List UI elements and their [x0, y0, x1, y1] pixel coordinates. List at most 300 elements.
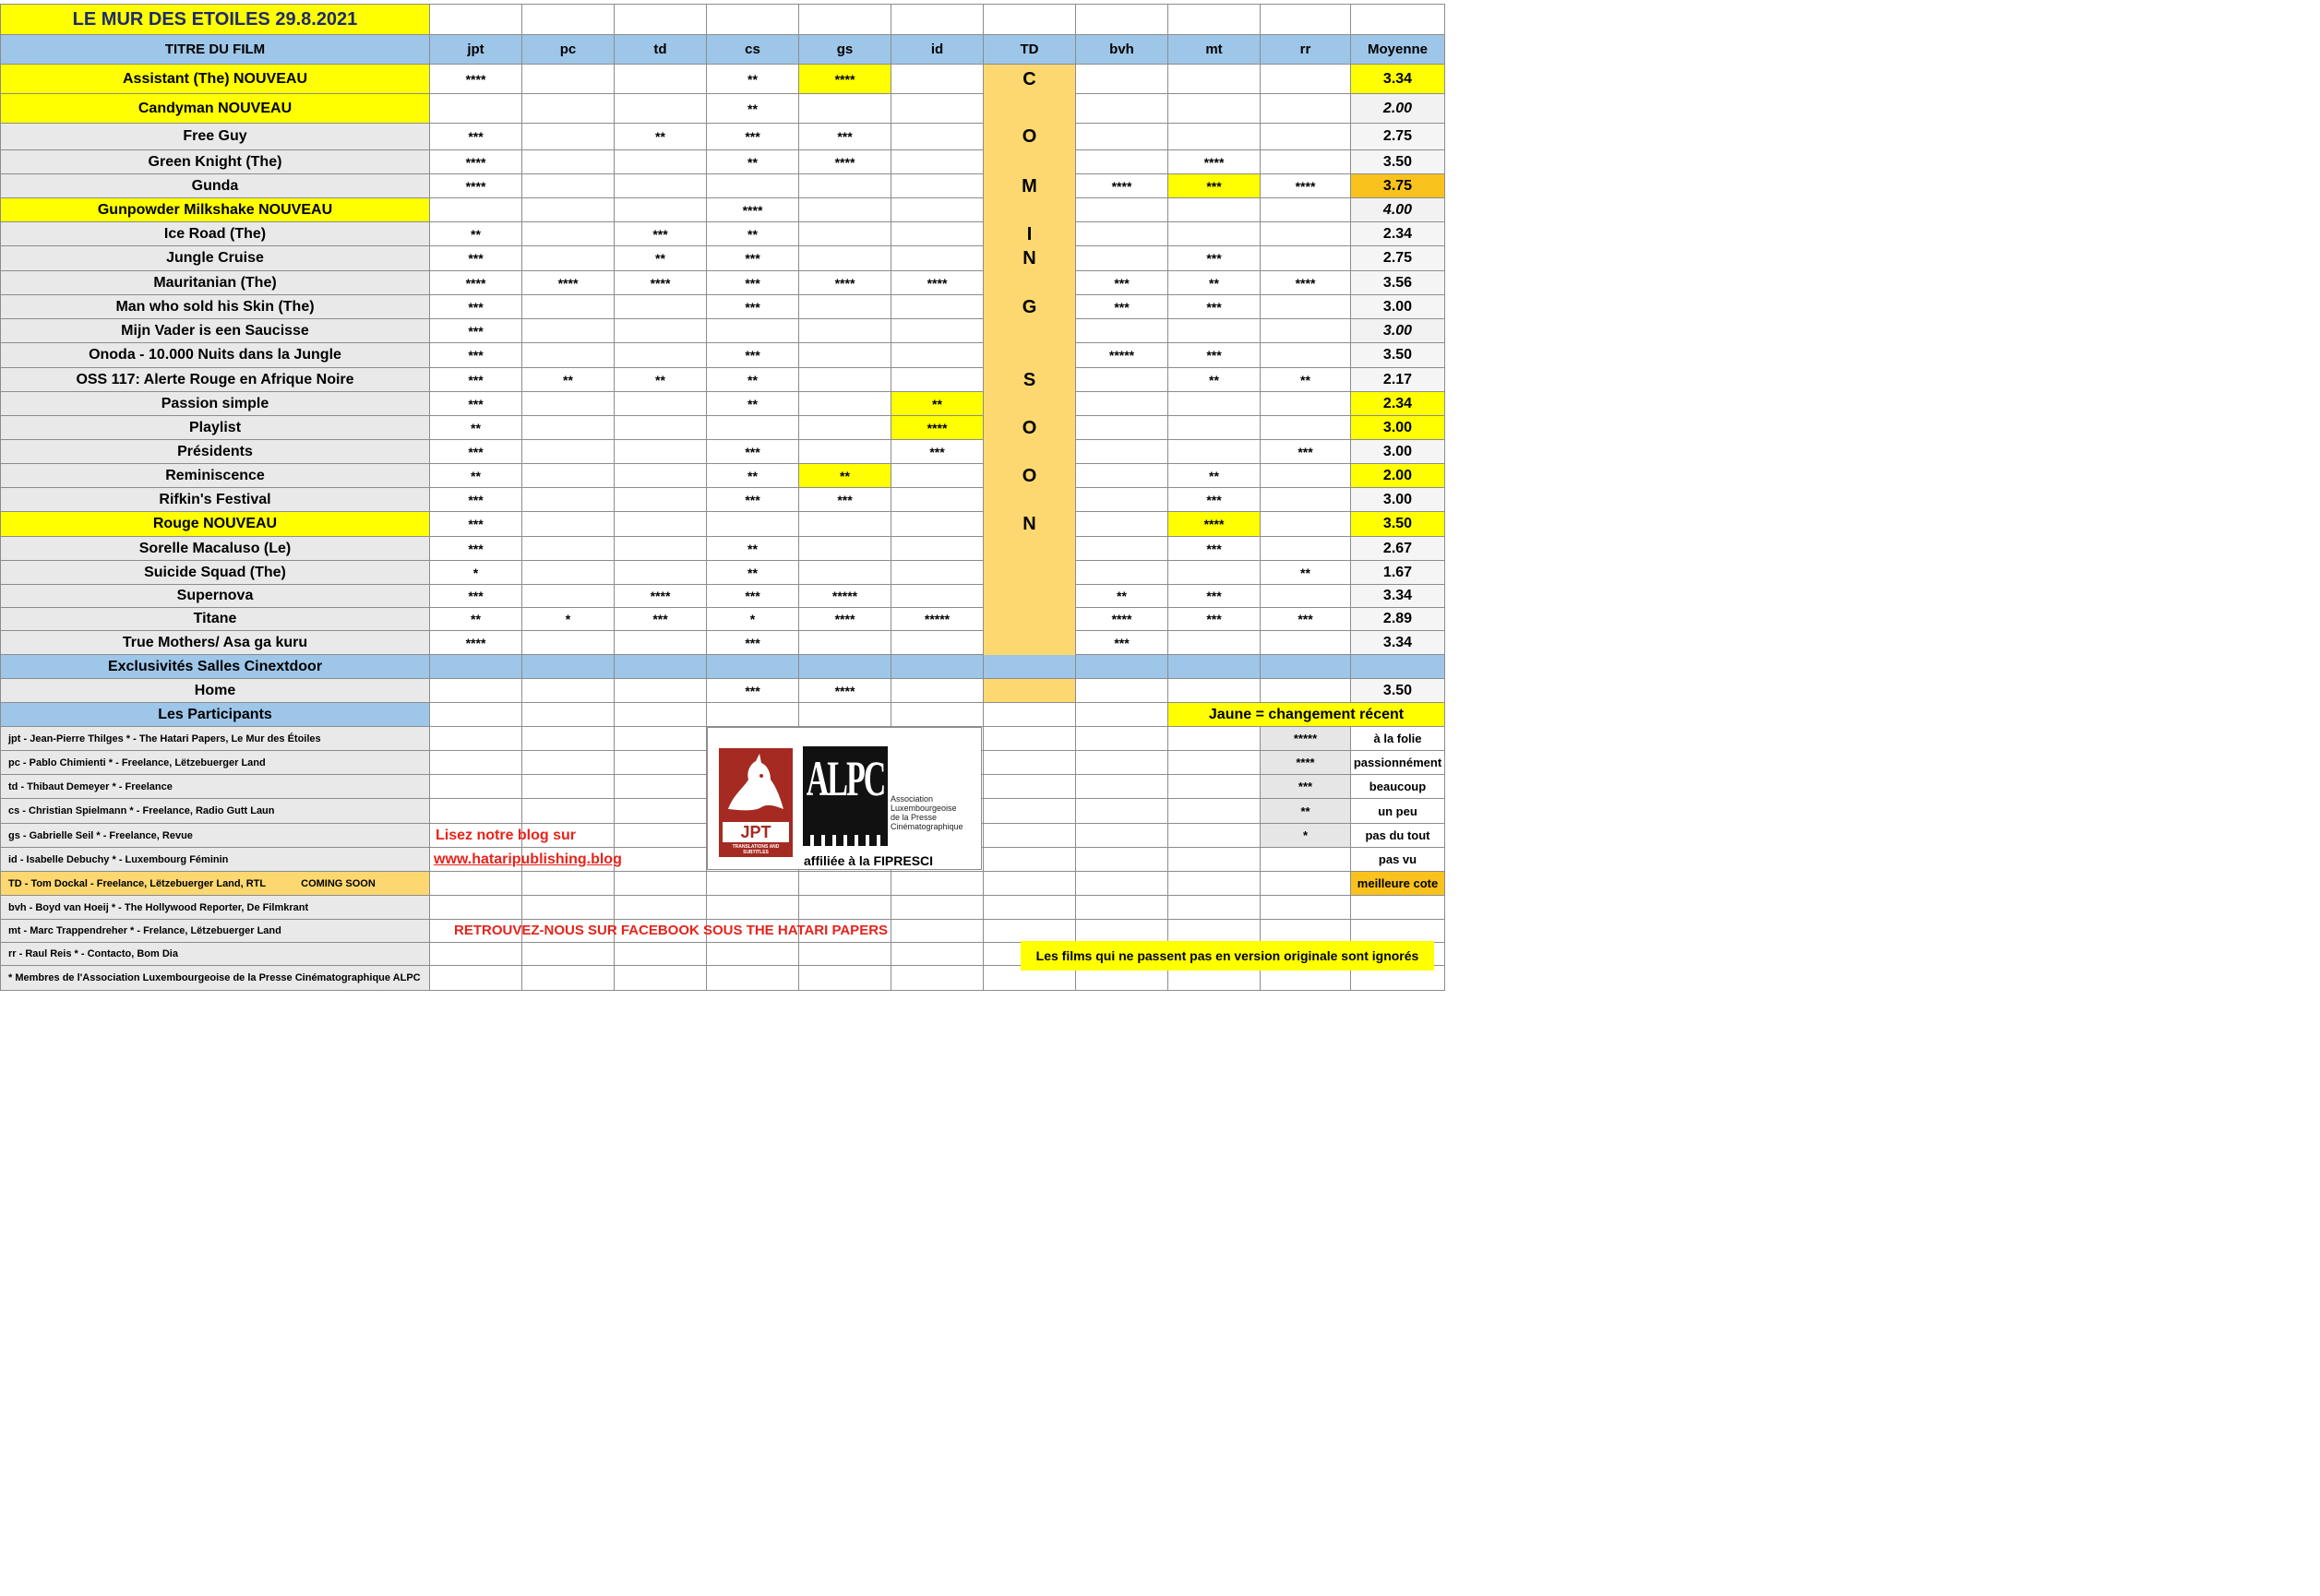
rating-cell[interactable]: [1261, 416, 1351, 440]
average-score[interactable]: 3.00: [1351, 319, 1445, 343]
rating-cell[interactable]: [615, 416, 707, 440]
rating-cell[interactable]: ***: [1168, 246, 1261, 271]
rating-cell[interactable]: [891, 174, 984, 198]
rating-cell[interactable]: **: [615, 368, 707, 392]
average-score[interactable]: 3.50: [1351, 512, 1445, 537]
rating-cell[interactable]: ***: [1168, 343, 1261, 368]
film-title[interactable]: Rifkin's Festival: [0, 488, 430, 512]
rating-cell[interactable]: **: [707, 464, 799, 488]
rating-cell[interactable]: [522, 150, 615, 174]
empty-cell[interactable]: [430, 4, 522, 35]
rating-cell[interactable]: ****: [891, 416, 984, 440]
film-title[interactable]: Playlist: [0, 416, 430, 440]
td-column-cell[interactable]: N: [984, 246, 1076, 271]
empty-cell[interactable]: [984, 799, 1076, 824]
rating-cell[interactable]: [615, 94, 707, 124]
participant-entry[interactable]: cs - Christian Spielmann * - Freelance, Radio Gutt Laun: [0, 799, 430, 824]
td-column-cell[interactable]: [984, 94, 1076, 124]
rating-cell[interactable]: [1261, 392, 1351, 416]
empty-cell[interactable]: [799, 703, 891, 727]
film-title[interactable]: Titane: [0, 608, 430, 631]
td-column-cell[interactable]: [984, 392, 1076, 416]
film-title[interactable]: Home: [0, 679, 430, 703]
empty-cell[interactable]: [1168, 872, 1261, 896]
empty-cell[interactable]: [430, 751, 522, 775]
rating-cell[interactable]: [522, 585, 615, 608]
exclusives-header-cell[interactable]: [522, 655, 615, 679]
film-title[interactable]: Mauritanian (The): [0, 271, 430, 295]
average-score[interactable]: 2.89: [1351, 608, 1445, 631]
rating-cell[interactable]: ****: [799, 608, 891, 631]
average-score[interactable]: 2.17: [1351, 368, 1445, 392]
blog-link[interactable]: www.hataripublishing.blog: [434, 852, 622, 867]
empty-cell[interactable]: [1076, 896, 1168, 920]
rating-cell[interactable]: *: [707, 608, 799, 631]
td-column-cell[interactable]: [984, 679, 1076, 703]
critic-header-pc[interactable]: pc: [522, 35, 615, 65]
legend-label[interactable]: pas vu: [1351, 848, 1445, 872]
rating-cell[interactable]: ****: [799, 150, 891, 174]
empty-cell[interactable]: [984, 775, 1076, 799]
rating-cell[interactable]: ****: [1076, 174, 1168, 198]
td-column-cell[interactable]: [984, 319, 1076, 343]
page-title[interactable]: LE MUR DES ETOILES 29.8.2021: [0, 4, 430, 35]
rating-cell[interactable]: [1076, 537, 1168, 561]
rating-cell[interactable]: [522, 65, 615, 94]
rating-cell[interactable]: [1076, 198, 1168, 222]
rating-cell[interactable]: **: [430, 222, 522, 246]
rating-cell[interactable]: [799, 246, 891, 271]
rating-cell[interactable]: **: [1168, 368, 1261, 392]
rating-cell[interactable]: [1076, 679, 1168, 703]
rating-cell[interactable]: [615, 679, 707, 703]
rating-cell[interactable]: ****: [430, 65, 522, 94]
film-title[interactable]: Candyman NOUVEAU: [0, 94, 430, 124]
empty-cell[interactable]: [430, 727, 522, 751]
rating-cell[interactable]: **: [707, 392, 799, 416]
rating-cell[interactable]: [799, 174, 891, 198]
rating-cell[interactable]: ***: [1261, 608, 1351, 631]
td-column-cell[interactable]: G: [984, 295, 1076, 319]
rating-cell[interactable]: [1076, 246, 1168, 271]
average-score[interactable]: 2.75: [1351, 124, 1445, 150]
rating-cell[interactable]: ***: [430, 512, 522, 537]
legend-stars[interactable]: **: [1261, 799, 1351, 824]
critic-header-rr[interactable]: rr: [1261, 35, 1351, 65]
rating-cell[interactable]: ***: [891, 440, 984, 464]
average-score[interactable]: 3.50: [1351, 343, 1445, 368]
rating-cell[interactable]: [615, 198, 707, 222]
average-score[interactable]: 3.75: [1351, 174, 1445, 198]
average-score[interactable]: 4.00: [1351, 198, 1445, 222]
empty-cell[interactable]: [984, 4, 1076, 35]
td-column-cell[interactable]: [984, 488, 1076, 512]
rating-cell[interactable]: [522, 561, 615, 585]
empty-cell[interactable]: [430, 799, 522, 824]
empty-cell[interactable]: [1076, 4, 1168, 35]
rating-cell[interactable]: ***: [707, 679, 799, 703]
rating-cell[interactable]: ****: [430, 150, 522, 174]
empty-cell[interactable]: [430, 775, 522, 799]
rating-cell[interactable]: ****: [430, 174, 522, 198]
empty-cell[interactable]: [891, 872, 984, 896]
empty-cell[interactable]: [1168, 799, 1261, 824]
film-title[interactable]: Suicide Squad (The): [0, 561, 430, 585]
rating-cell[interactable]: [1076, 464, 1168, 488]
empty-cell[interactable]: [707, 703, 799, 727]
rating-cell[interactable]: [1076, 150, 1168, 174]
rating-cell[interactable]: **: [615, 124, 707, 150]
rating-cell[interactable]: ***: [707, 295, 799, 319]
empty-cell[interactable]: [707, 896, 799, 920]
film-title[interactable]: Supernova: [0, 585, 430, 608]
rating-cell[interactable]: [891, 585, 984, 608]
rating-cell[interactable]: [522, 679, 615, 703]
empty-cell[interactable]: [615, 727, 707, 751]
rating-cell[interactable]: ***: [1076, 271, 1168, 295]
rating-cell[interactable]: [1261, 631, 1351, 655]
rating-cell[interactable]: ***: [799, 488, 891, 512]
td-column-cell[interactable]: N: [984, 512, 1076, 537]
participant-entry[interactable]: TD - Tom Dockal - Freelance, Lëtzebuerger Land, RTL COMING SOON: [0, 872, 430, 896]
empty-cell[interactable]: [984, 751, 1076, 775]
empty-cell[interactable]: [891, 896, 984, 920]
average-score[interactable]: 2.67: [1351, 537, 1445, 561]
participants-header[interactable]: Les Participants: [0, 703, 430, 727]
rating-cell[interactable]: **: [522, 368, 615, 392]
rating-cell[interactable]: [1076, 368, 1168, 392]
rating-cell[interactable]: [1261, 319, 1351, 343]
legend-label[interactable]: pas du tout: [1351, 824, 1445, 848]
rating-cell[interactable]: [1168, 631, 1261, 655]
rating-cell[interactable]: [1168, 319, 1261, 343]
exclusives-header-cell[interactable]: [1261, 655, 1351, 679]
td-column-cell[interactable]: [984, 440, 1076, 464]
rating-cell[interactable]: ***: [1261, 440, 1351, 464]
rating-cell[interactable]: [1261, 150, 1351, 174]
rating-cell[interactable]: ****: [1168, 512, 1261, 537]
empty-cell[interactable]: [1168, 848, 1261, 872]
rating-cell[interactable]: [1168, 222, 1261, 246]
participant-entry[interactable]: jpt - Jean-Pierre Thilges * - The Hatari Papers, Le Mur des Étoiles: [0, 727, 430, 751]
rating-cell[interactable]: **: [1261, 368, 1351, 392]
rating-cell[interactable]: [522, 94, 615, 124]
rating-cell[interactable]: ****: [799, 679, 891, 703]
empty-cell[interactable]: [430, 703, 522, 727]
empty-cell[interactable]: [615, 824, 707, 848]
film-title[interactable]: Assistant (The) NOUVEAU: [0, 65, 430, 94]
rating-cell[interactable]: *****: [799, 585, 891, 608]
rating-cell[interactable]: [1261, 295, 1351, 319]
rating-cell[interactable]: [522, 295, 615, 319]
rating-cell[interactable]: ****: [799, 271, 891, 295]
rating-cell[interactable]: [522, 537, 615, 561]
film-title[interactable]: Présidents: [0, 440, 430, 464]
rating-cell[interactable]: *****: [1076, 343, 1168, 368]
film-title[interactable]: Reminiscence: [0, 464, 430, 488]
rating-cell[interactable]: **: [891, 392, 984, 416]
average-score[interactable]: 2.34: [1351, 392, 1445, 416]
exclusives-header-cell[interactable]: [891, 655, 984, 679]
critic-header-id[interactable]: id: [891, 35, 984, 65]
rating-cell[interactable]: ***: [707, 440, 799, 464]
empty-cell[interactable]: [1261, 920, 1351, 943]
average-score[interactable]: 3.34: [1351, 65, 1445, 94]
rating-cell[interactable]: [522, 488, 615, 512]
td-column-cell[interactable]: C: [984, 65, 1076, 94]
rating-cell[interactable]: ***: [707, 124, 799, 150]
legend-label[interactable]: à la folie: [1351, 727, 1445, 751]
empty-cell[interactable]: [891, 943, 984, 966]
td-column-cell[interactable]: O: [984, 416, 1076, 440]
rating-cell[interactable]: ***: [430, 585, 522, 608]
empty-cell[interactable]: [1261, 4, 1351, 35]
film-title[interactable]: Gunpowder Milkshake NOUVEAU: [0, 198, 430, 222]
rating-cell[interactable]: ***: [1168, 295, 1261, 319]
rating-cell[interactable]: [1168, 416, 1261, 440]
rating-cell[interactable]: ***: [430, 124, 522, 150]
rating-cell[interactable]: [1168, 561, 1261, 585]
empty-cell[interactable]: [1261, 896, 1351, 920]
rating-cell[interactable]: [522, 124, 615, 150]
empty-cell[interactable]: [615, 896, 707, 920]
empty-cell[interactable]: [430, 896, 522, 920]
average-score[interactable]: 2.00: [1351, 464, 1445, 488]
exclusives-header-cell[interactable]: [615, 655, 707, 679]
rating-cell[interactable]: **: [707, 368, 799, 392]
rating-cell[interactable]: [1261, 512, 1351, 537]
participant-entry[interactable]: pc - Pablo Chimienti * - Freelance, Lëtzebuerger Land: [0, 751, 430, 775]
rating-cell[interactable]: ***: [430, 295, 522, 319]
empty-cell[interactable]: [615, 966, 707, 991]
td-column-cell[interactable]: [984, 150, 1076, 174]
rating-cell[interactable]: ***: [1168, 488, 1261, 512]
film-title[interactable]: Gunda: [0, 174, 430, 198]
rating-cell[interactable]: [1261, 488, 1351, 512]
empty-cell[interactable]: [615, 703, 707, 727]
empty-cell[interactable]: [1168, 824, 1261, 848]
rating-cell[interactable]: ****: [1261, 174, 1351, 198]
rating-cell[interactable]: ***: [1168, 585, 1261, 608]
rating-cell[interactable]: [891, 537, 984, 561]
rating-cell[interactable]: [1261, 94, 1351, 124]
empty-cell[interactable]: [1168, 775, 1261, 799]
rating-cell[interactable]: ****: [615, 271, 707, 295]
rating-cell[interactable]: ****: [1076, 608, 1168, 631]
rating-cell[interactable]: ****: [522, 271, 615, 295]
rating-cell[interactable]: [615, 319, 707, 343]
rating-cell[interactable]: ***: [707, 631, 799, 655]
average-score[interactable]: 3.00: [1351, 295, 1445, 319]
exclusives-header-cell[interactable]: [430, 655, 522, 679]
rating-cell[interactable]: [1261, 464, 1351, 488]
rating-cell[interactable]: [615, 343, 707, 368]
rating-cell[interactable]: ***: [707, 343, 799, 368]
rating-cell[interactable]: [799, 295, 891, 319]
rating-cell[interactable]: [615, 440, 707, 464]
td-column-cell[interactable]: O: [984, 464, 1076, 488]
legend-stars[interactable]: ***: [1261, 775, 1351, 799]
participant-entry[interactable]: td - Thibaut Demeyer * - Freelance: [0, 775, 430, 799]
empty-cell[interactable]: [984, 920, 1076, 943]
rating-cell[interactable]: [1076, 94, 1168, 124]
rating-cell[interactable]: **: [1168, 464, 1261, 488]
empty-cell[interactable]: [615, 799, 707, 824]
empty-cell[interactable]: [707, 4, 799, 35]
empty-cell[interactable]: [1351, 896, 1445, 920]
rating-cell[interactable]: ****: [891, 271, 984, 295]
film-title[interactable]: Passion simple: [0, 392, 430, 416]
rating-cell[interactable]: ***: [430, 368, 522, 392]
empty-cell[interactable]: [984, 896, 1076, 920]
rating-cell[interactable]: [799, 343, 891, 368]
exclusives-header-cell[interactable]: [1076, 655, 1168, 679]
empty-cell[interactable]: [1168, 920, 1261, 943]
rating-cell[interactable]: [891, 198, 984, 222]
rating-cell[interactable]: [1261, 343, 1351, 368]
rating-cell[interactable]: [891, 246, 984, 271]
rating-cell[interactable]: [1076, 488, 1168, 512]
rating-cell[interactable]: [522, 631, 615, 655]
average-score[interactable]: 2.75: [1351, 246, 1445, 271]
empty-cell[interactable]: [615, 751, 707, 775]
film-title[interactable]: Green Knight (The): [0, 150, 430, 174]
empty-cell[interactable]: [984, 824, 1076, 848]
rating-cell[interactable]: [799, 392, 891, 416]
average-score[interactable]: 3.50: [1351, 150, 1445, 174]
average-score[interactable]: 3.50: [1351, 679, 1445, 703]
rating-cell[interactable]: ***: [1168, 174, 1261, 198]
rating-cell[interactable]: [891, 464, 984, 488]
rating-cell[interactable]: [891, 295, 984, 319]
empty-cell[interactable]: [1076, 872, 1168, 896]
legend-stars[interactable]: *: [1261, 824, 1351, 848]
empty-cell[interactable]: [1076, 775, 1168, 799]
rating-cell[interactable]: [615, 512, 707, 537]
empty-cell[interactable]: [522, 943, 615, 966]
rating-cell[interactable]: [1168, 440, 1261, 464]
film-title-header[interactable]: TITRE DU FILM: [0, 35, 430, 65]
critic-header-td[interactable]: TD: [984, 35, 1076, 65]
film-title[interactable]: Sorelle Macaluso (Le): [0, 537, 430, 561]
empty-cell[interactable]: [1168, 896, 1261, 920]
empty-cell[interactable]: [1076, 824, 1168, 848]
rating-cell[interactable]: [1261, 222, 1351, 246]
average-score[interactable]: 3.00: [1351, 488, 1445, 512]
rating-cell[interactable]: [891, 631, 984, 655]
rating-cell[interactable]: [522, 222, 615, 246]
film-title[interactable]: Rouge NOUVEAU: [0, 512, 430, 537]
empty-cell[interactable]: [522, 775, 615, 799]
film-title[interactable]: Mijn Vader is een Saucisse: [0, 319, 430, 343]
rating-cell[interactable]: [1076, 440, 1168, 464]
average-score[interactable]: 3.34: [1351, 631, 1445, 655]
empty-cell[interactable]: [891, 4, 984, 35]
legend-stars[interactable]: [1261, 848, 1351, 872]
empty-cell[interactable]: [522, 703, 615, 727]
exclusives-header-cell[interactable]: [984, 655, 1076, 679]
empty-cell[interactable]: [1076, 920, 1168, 943]
empty-cell[interactable]: [1168, 4, 1261, 35]
rating-cell[interactable]: [615, 295, 707, 319]
td-column-cell[interactable]: O: [984, 124, 1076, 150]
rating-cell[interactable]: ***: [799, 124, 891, 150]
empty-cell[interactable]: [799, 896, 891, 920]
rating-cell[interactable]: ***: [707, 585, 799, 608]
rating-cell[interactable]: [1168, 94, 1261, 124]
rating-cell[interactable]: [1261, 65, 1351, 94]
rating-cell[interactable]: [799, 512, 891, 537]
rating-cell[interactable]: *: [522, 608, 615, 631]
rating-cell[interactable]: **: [1261, 561, 1351, 585]
rating-cell[interactable]: [615, 150, 707, 174]
rating-cell[interactable]: [1261, 585, 1351, 608]
rating-cell[interactable]: [430, 94, 522, 124]
rating-cell[interactable]: [615, 561, 707, 585]
legend-label[interactable]: passionnément: [1351, 751, 1445, 775]
rating-cell[interactable]: [799, 368, 891, 392]
rating-cell[interactable]: [430, 198, 522, 222]
rating-cell[interactable]: ***: [430, 440, 522, 464]
rating-cell[interactable]: [1168, 124, 1261, 150]
empty-cell[interactable]: [615, 848, 707, 872]
empty-cell[interactable]: [615, 872, 707, 896]
rating-cell[interactable]: [799, 222, 891, 246]
rating-cell[interactable]: **: [707, 94, 799, 124]
empty-cell[interactable]: [522, 799, 615, 824]
film-title[interactable]: Man who sold his Skin (The): [0, 295, 430, 319]
rating-cell[interactable]: **: [707, 561, 799, 585]
rating-cell[interactable]: ***: [615, 222, 707, 246]
rating-cell[interactable]: ***: [707, 271, 799, 295]
rating-cell[interactable]: [430, 679, 522, 703]
td-column-cell[interactable]: [984, 198, 1076, 222]
rating-cell[interactable]: ***: [430, 319, 522, 343]
rating-cell[interactable]: [1076, 392, 1168, 416]
empty-cell[interactable]: [1168, 727, 1261, 751]
rating-cell[interactable]: [891, 150, 984, 174]
rating-cell[interactable]: [891, 222, 984, 246]
exclusives-header-cell[interactable]: [799, 655, 891, 679]
average-header[interactable]: Moyenne: [1351, 35, 1445, 65]
empty-cell[interactable]: [522, 896, 615, 920]
rating-cell[interactable]: [522, 319, 615, 343]
legend-stars[interactable]: [1261, 872, 1351, 896]
critic-header-jpt[interactable]: jpt: [430, 35, 522, 65]
rating-cell[interactable]: **: [430, 608, 522, 631]
average-score[interactable]: 3.00: [1351, 416, 1445, 440]
rating-cell[interactable]: [615, 392, 707, 416]
exclusives-header-cell[interactable]: [1168, 655, 1261, 679]
rating-cell[interactable]: ***: [430, 246, 522, 271]
film-title[interactable]: OSS 117: Alerte Rouge en Afrique Noire: [0, 368, 430, 392]
empty-cell[interactable]: [1168, 751, 1261, 775]
participant-entry[interactable]: mt - Marc Trappendreher * - Frelance, Lëtzebuerger Land: [0, 920, 430, 943]
empty-cell[interactable]: [891, 703, 984, 727]
rating-cell[interactable]: [522, 198, 615, 222]
empty-cell[interactable]: [799, 943, 891, 966]
empty-cell[interactable]: [707, 872, 799, 896]
rating-cell[interactable]: [1261, 124, 1351, 150]
rating-cell[interactable]: [799, 440, 891, 464]
rating-cell[interactable]: [707, 416, 799, 440]
film-title[interactable]: Onoda - 10.000 Nuits dans la Jungle: [0, 343, 430, 368]
rating-cell[interactable]: ****: [1261, 271, 1351, 295]
rating-cell[interactable]: [891, 319, 984, 343]
empty-cell[interactable]: [1351, 920, 1445, 943]
legend-stars[interactable]: ****: [1261, 751, 1351, 775]
empty-cell[interactable]: [1076, 751, 1168, 775]
